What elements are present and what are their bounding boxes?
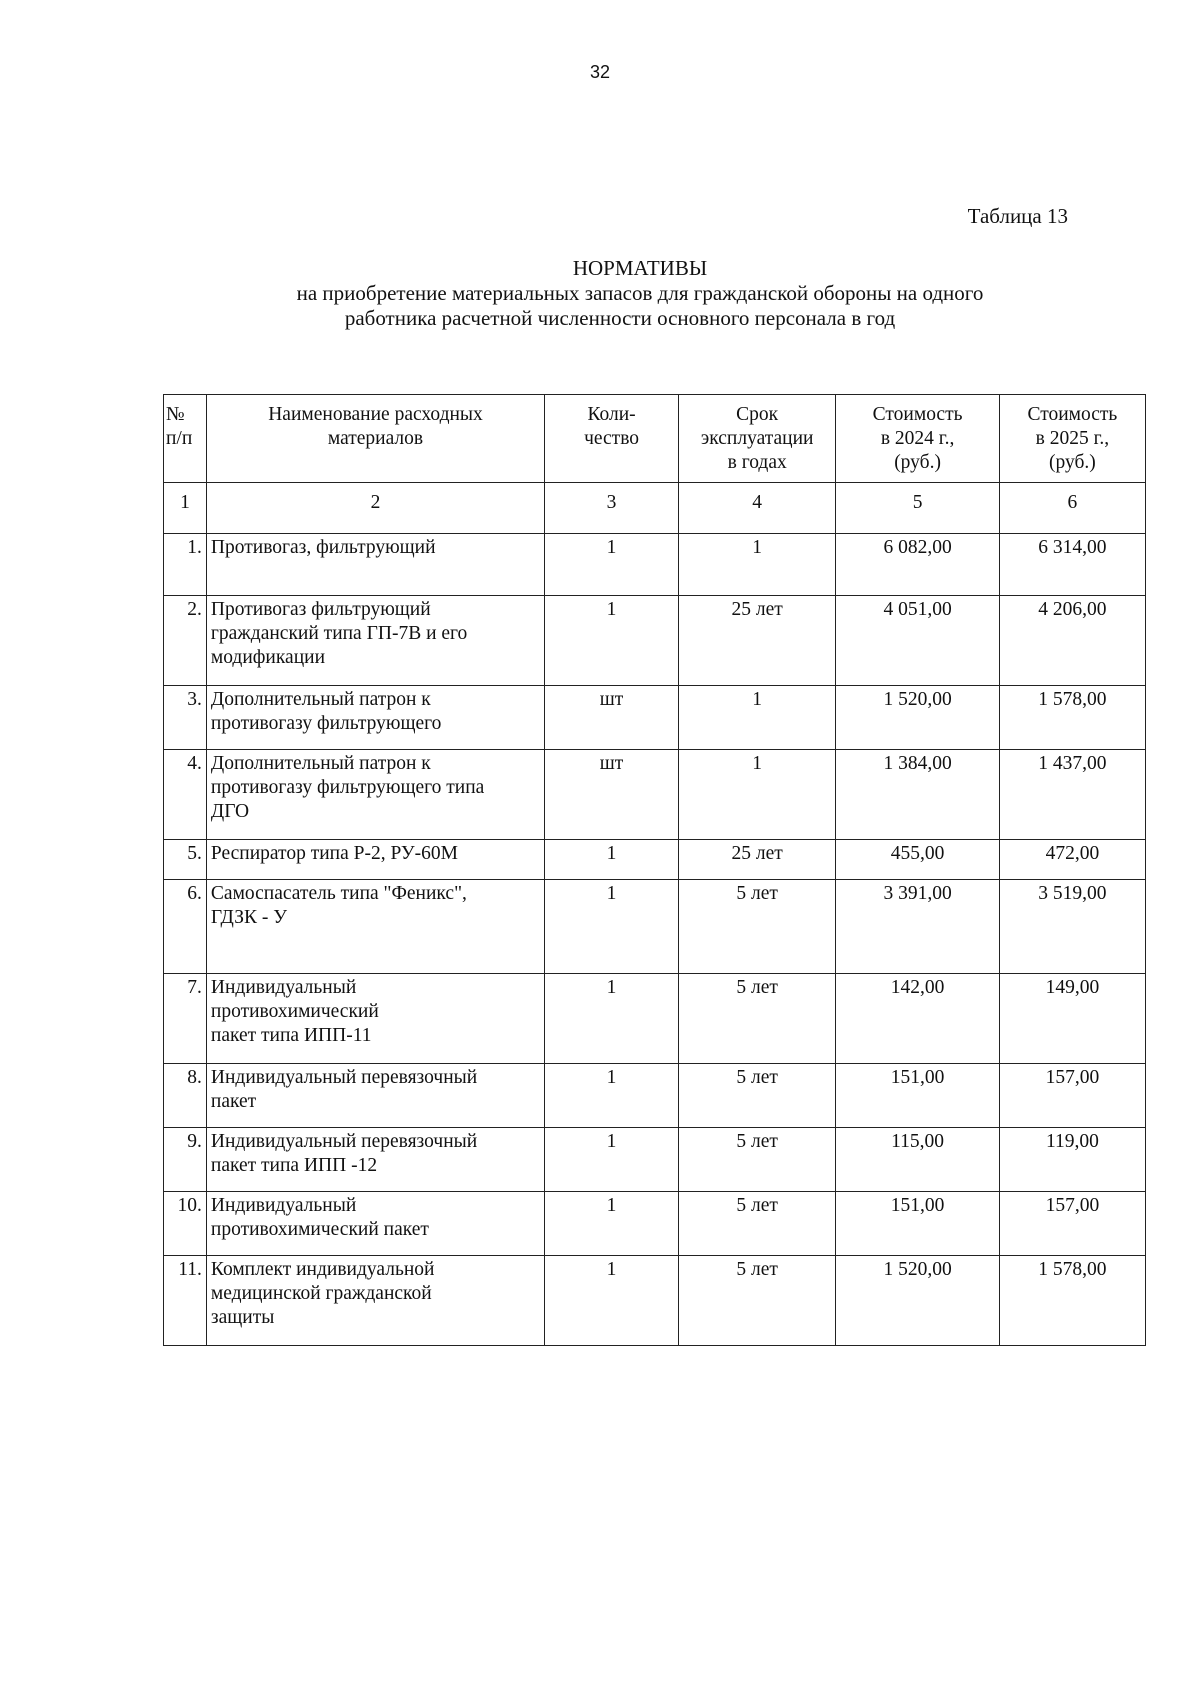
item-cost-2025: 3 519,00 [999, 880, 1145, 974]
header-cost-2024 [836, 395, 999, 483]
item-cost-2024: 6 082,00 [836, 534, 999, 596]
item-name [206, 974, 544, 1064]
item-term: 25 лет [678, 840, 835, 880]
item-qty: 1 [545, 1256, 679, 1346]
norms-table [163, 394, 1146, 1346]
item-name [206, 880, 544, 974]
item-name [206, 1128, 544, 1192]
header-qty-line-1: Коли- [587, 404, 636, 425]
header-cost-2025-line-1: Стоимость [1027, 404, 1118, 425]
column-number-row [164, 483, 1146, 534]
item-term: 1 [678, 686, 835, 750]
item-qty: 1 [545, 596, 679, 686]
item-name-line: противогазу фильтрующего [210, 713, 442, 734]
header-no-line-2: п/п [166, 428, 193, 449]
item-name [206, 1192, 544, 1256]
item-name-line: Самоспасатель типа "Феникс", [210, 883, 467, 904]
header-term-line-2: эксплуатации [700, 428, 814, 449]
item-cost-2024: 455,00 [836, 840, 999, 880]
item-cost-2024: 115,00 [836, 1128, 999, 1192]
page-number: 32 [589, 62, 611, 82]
item-term: 5 лет [678, 974, 835, 1064]
header-term [678, 395, 835, 483]
row-number: 6. [164, 880, 207, 974]
item-cost-2024: 151,00 [836, 1192, 999, 1256]
title-subtitle-line-1: на приобретение материальных запасов для гражданской обороны на одного [296, 281, 984, 305]
item-term: 1 [678, 534, 835, 596]
table-row [164, 880, 1146, 974]
item-name-line: пакет типа ИПП-11 [210, 1025, 372, 1046]
item-name-line: Комплект индивидуальной [210, 1259, 435, 1280]
column-number: 6 [999, 483, 1145, 534]
item-cost-2025: 119,00 [999, 1128, 1145, 1192]
item-cost-2024: 4 051,00 [836, 596, 999, 686]
row-number: 4. [164, 750, 207, 840]
table-body [164, 534, 1146, 1346]
row-number: 8. [164, 1064, 207, 1128]
title-heading: НОРМАТИВЫ [572, 256, 708, 280]
item-name-line: гражданский типа ГП-7В и его [210, 623, 468, 644]
item-qty: 1 [545, 1128, 679, 1192]
item-name-line: противохимический пакет [210, 1219, 429, 1240]
item-cost-2025: 472,00 [999, 840, 1145, 880]
header-cost-2024-line-3: (руб.) [894, 452, 941, 473]
header-cost-2025-line-3: (руб.) [1049, 452, 1096, 473]
item-name-line: Индивидуальный [210, 977, 357, 998]
item-name-line: модификации [210, 647, 326, 668]
item-name [206, 534, 544, 596]
header-cost-2025 [999, 395, 1145, 483]
table-row [164, 686, 1146, 750]
item-name-line: Индивидуальный [210, 1195, 357, 1216]
table-row [164, 1064, 1146, 1128]
table-header-row [164, 395, 1146, 483]
item-qty: шт [545, 686, 679, 750]
item-cost-2024: 1 520,00 [836, 686, 999, 750]
item-qty: 1 [545, 974, 679, 1064]
column-number: 2 [206, 483, 544, 534]
column-number: 3 [545, 483, 679, 534]
item-cost-2025: 4 206,00 [999, 596, 1145, 686]
document-title [240, 256, 1040, 331]
table-row [164, 1128, 1146, 1192]
header-cost-2024-line-2: в 2024 г., [880, 428, 955, 449]
item-qty: шт [545, 750, 679, 840]
item-name [206, 840, 544, 880]
row-number: 7. [164, 974, 207, 1064]
item-name [206, 750, 544, 840]
table-row [164, 1192, 1146, 1256]
item-cost-2024: 142,00 [836, 974, 999, 1064]
item-name-line: Дополнительный патрон к [210, 689, 431, 710]
table-row [164, 1256, 1146, 1346]
item-name-line: пакет [210, 1091, 257, 1112]
item-cost-2025: 6 314,00 [999, 534, 1145, 596]
row-number: 10. [164, 1192, 207, 1256]
row-number: 3. [164, 686, 207, 750]
item-name-line: ГДЗК - У [210, 907, 288, 928]
item-name [206, 1256, 544, 1346]
item-cost-2025: 1 578,00 [999, 686, 1145, 750]
header-no [164, 395, 207, 483]
table-row [164, 534, 1146, 596]
item-term: 5 лет [678, 1128, 835, 1192]
item-name-line: медицинской гражданской [210, 1283, 432, 1304]
column-number: 4 [678, 483, 835, 534]
item-term: 5 лет [678, 880, 835, 974]
item-name [206, 686, 544, 750]
row-number: 11. [164, 1256, 207, 1346]
item-name-line: Индивидуальный перевязочный [210, 1131, 478, 1152]
row-number: 5. [164, 840, 207, 880]
header-no-line-1: № [166, 404, 185, 425]
item-name-line: противохимический [210, 1001, 379, 1022]
item-cost-2024: 151,00 [836, 1064, 999, 1128]
item-cost-2025: 1 578,00 [999, 1256, 1145, 1346]
table-row [164, 840, 1146, 880]
item-name-line: Противогаз, фильтрующий [210, 537, 436, 558]
item-qty: 1 [545, 1064, 679, 1128]
header-name-line-1: Наименование расходных [268, 404, 483, 425]
item-cost-2025: 157,00 [999, 1064, 1145, 1128]
header-term-line-1: Срок [736, 404, 779, 425]
item-cost-2024: 3 391,00 [836, 880, 999, 974]
title-subtitle-line-2: работника расчетной численности основного персонала в год [344, 306, 896, 330]
item-qty: 1 [545, 534, 679, 596]
item-qty: 1 [545, 1192, 679, 1256]
row-number: 1. [164, 534, 207, 596]
header-name [206, 395, 544, 483]
header-name-line-2: материалов [327, 428, 424, 449]
header-cost-2024-line-1: Стоимость [872, 404, 963, 425]
item-term: 5 лет [678, 1256, 835, 1346]
table-row [164, 596, 1146, 686]
table-row [164, 750, 1146, 840]
item-name-line: ДГО [210, 801, 250, 822]
item-name-line: защиты [210, 1307, 275, 1328]
item-name-line: Индивидуальный перевязочный [210, 1067, 478, 1088]
item-name-line: Респиратор типа Р-2, РУ-60М [210, 843, 458, 864]
item-name-line: противогазу фильтрующего типа [210, 777, 485, 798]
column-number: 5 [836, 483, 999, 534]
row-number: 2. [164, 596, 207, 686]
item-term: 25 лет [678, 596, 835, 686]
table-label: Таблица 13 [967, 204, 1068, 228]
item-cost-2025: 157,00 [999, 1192, 1145, 1256]
item-name-line: Дополнительный патрон к [210, 753, 431, 774]
item-name [206, 596, 544, 686]
item-qty: 1 [545, 840, 679, 880]
column-number: 1 [164, 483, 207, 534]
item-name-line: пакет типа ИПП -12 [210, 1155, 378, 1176]
header-qty-line-2: чество [584, 428, 640, 449]
item-cost-2024: 1 520,00 [836, 1256, 999, 1346]
header-qty [545, 395, 679, 483]
header-cost-2025-line-2: в 2025 г., [1035, 428, 1110, 449]
item-name [206, 1064, 544, 1128]
table-row [164, 974, 1146, 1064]
row-number: 9. [164, 1128, 207, 1192]
item-cost-2025: 1 437,00 [999, 750, 1145, 840]
header-term-line-3: в годах [727, 452, 787, 473]
item-term: 5 лет [678, 1064, 835, 1128]
item-qty: 1 [545, 880, 679, 974]
item-name-line: Противогаз фильтрующий [210, 599, 431, 620]
item-term: 1 [678, 750, 835, 840]
item-cost-2025: 149,00 [999, 974, 1145, 1064]
item-cost-2024: 1 384,00 [836, 750, 999, 840]
item-term: 5 лет [678, 1192, 835, 1256]
